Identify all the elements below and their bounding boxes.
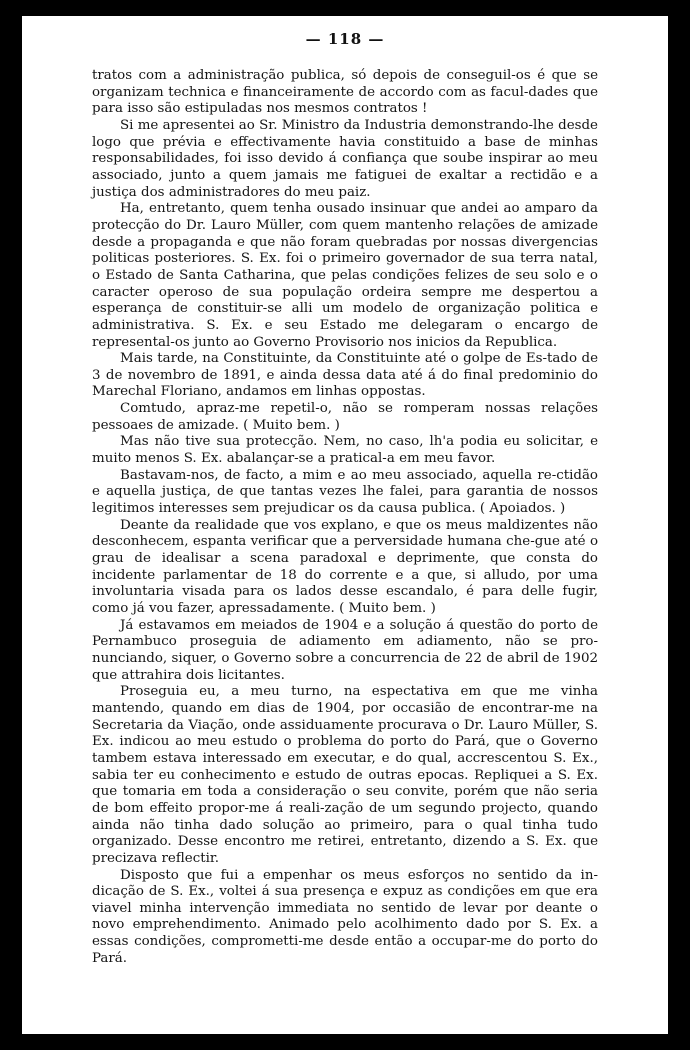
page-number: — 118 — xyxy=(305,30,385,48)
paragraph: Mais tarde, na Constituinte, da Constituinte até o golpe de Es-tado de 3 de novembro de 1891, e ainda dessa data até á do final predominio do Marechal Floriano, andamos em linhas oppostas. xyxy=(92,351,598,400)
paragraph: Proseguia eu, a meu turno, na espectativa em que me vinha mantendo, quando em dias de 1904, por occasião de encontrar-me na Secretaria da Viação, onde assiduamente procurava o Dr. Lauro Müller, S. Ex. indicou ao meu estudo o problema do porto do Pará, que o Governo tambem estava interessado em executar, e do qual, accrescentou S. Ex., sabia ter eu conhecimento e estudo de outras epocas. Repliquei a S. Ex. que tomaria em toda a consideração o seu convite, porém que não seria de bom effeito propor-me á reali-zação de um segundo projecto, quando ainda não tinha dado solução ao primeiro, para o qual tinha tudo organizado. Desse encontro me retirei, entretanto, dizendo a S. Ex. que precizava reflectir. xyxy=(92,684,598,866)
paragraph: Mas não tive sua protecção. Nem, no caso, lh'a podia eu solicitar, e muito menos S. Ex. abalançar-se a pratical-a em meu favor. xyxy=(92,434,598,467)
paragraph: Ha, entretanto, quem tenha ousado insinuar que andei ao amparo da protecção do Dr. Lauro Müller, com quem mantenho relações de amizade desde a propaganda e que não foram quebradas por nossas divergencias politicas posteriores. S. Ex. foi o primeiro governador de sua terra natal, o Estado de Santa Catharina, que pelas condições felizes de seu solo e o caracter operoso de sua população ordeira sempre me despertou a esperança de constituir-se alli um modelo de organização politica e administrativa. S. Ex. e seu Estado me delegaram o encargo de represental-os junto ao Governo Provisorio nos inicios da Republica. xyxy=(92,201,598,350)
body-text xyxy=(92,68,598,967)
paragraph: Si me apresentei ao Sr. Ministro da Industria demonstrando-lhe desde logo que prévia e effectivamente havia constituido a base de minhas responsabilidades, foi isso devido á confiança que soube inspirar ao meu associado, junto a quem jamais me fatiguei de exaltar a rectidão e a justiça dos administradores do meu paiz. xyxy=(92,117,598,200)
paragraph: tratos com a administração publica, só depois de conseguil-os é que se organizam technica e financeiramente de accordo com as facul-dades que para isso são estipuladas nos mesmos contratos ! xyxy=(92,68,598,117)
paragraph: Bastavam-nos, de facto, a mim e ao meu associado, aquella re-ctidão e aquella justiça, de que tantas vezes lhe falei, para garantia de nossos legitimos interesses sem prejudicar os da causa publica. ( Apoiados. ) xyxy=(92,467,598,517)
paragraph: Já estavamos em meiados de 1904 e a solução á questão do porto de Pernambuco proseguia de adiamento em adiamento, não se pro-nunciando, siquer, o Governo sobre a concurrencia de 22 de abril de 1902 que attrahira dois licitantes. xyxy=(92,617,598,683)
paragraph: Deante da realidade que vos explano, e que os meus maldizentes não desconhecem, espanta verificar que a perversidade humana che-gue até o grau de idealisar a scena paradoxal e deprimente, que consta do incidente parlamentar de 18 do corrente e a que, si alludo, por uma involuntaria visada para os lados desse escandalo, é para delle fugir, como já vou fazer, apressadamente. ( Muito bem. ) xyxy=(92,517,598,616)
paragraph: Disposto que fui a empenhar os meus esforços no sentido da in-dicação de S. Ex., voltei á sua presença e expuz as condições em que era viavel minha intervenção immediata no sentido de levar por deante o novo emprehendimento. Animado pelo acolhimento dado por S. Ex. a essas condições, comprometti-me desde então a occupar-me do porto do Pará. xyxy=(92,867,598,966)
paragraph: Comtudo, apraz-me repetil-o, não se romperam nossas relações pessoaes de amizade. ( Muito bem. ) xyxy=(92,401,598,433)
book-page xyxy=(22,16,668,1034)
